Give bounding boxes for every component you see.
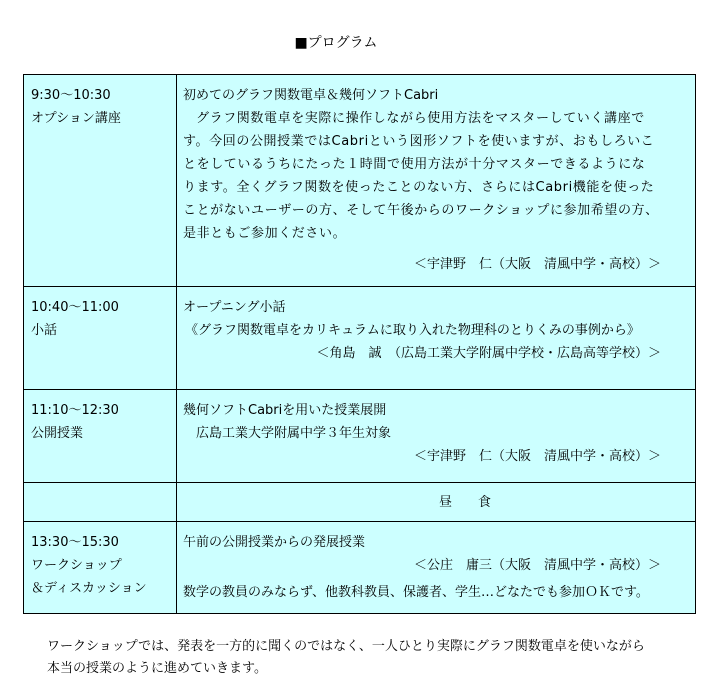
session-sub: 広島工業大学附属中学３年生対象 (196, 426, 392, 441)
session-speaker: ＜宇津野 仁（大阪 清風中学・高校）＞ (413, 449, 661, 464)
session-note: 数学の教員のみならず、他教科教員、保護者、学生…どなたでも参加ＯＫです。 (183, 585, 649, 600)
table-row (24, 75, 696, 287)
session-label: ＆ディスカッション (31, 581, 147, 596)
session-speaker: ＜角島 誠 （広島工業大学附属中学校・広島高等学校）＞ (316, 346, 661, 361)
footer-line: 本当の授業のように進めていきます。 (47, 661, 267, 676)
session-label: オプション講座 (31, 111, 121, 126)
page-title: ■プログラム (294, 35, 378, 51)
program-table (23, 74, 696, 614)
table-row (24, 483, 696, 522)
session-body-line: ります。全くグラフ関数を使ったことのない方、さらにはCabri機能を使った (183, 180, 655, 195)
session-time: 10:40～11:00 (31, 300, 119, 315)
footer-line: ワークショップでは、発表を一方的に聞くのではなく、一人ひとり実際にグラフ関数電卓を使いながら (47, 639, 645, 654)
session-body-line: す。今回の公開授業ではCabriという図形ソフトを使いますが、おもしろいこ (183, 134, 655, 149)
footer-text (47, 636, 697, 680)
session-speaker: ＜宇津野 仁（大阪 清風中学・高校）＞ (413, 257, 661, 272)
time-cell (24, 287, 177, 390)
session-speaker: ＜公庄 庸三（大阪 清風中学・高校）＞ (413, 558, 661, 573)
time-cell (24, 75, 177, 287)
session-label: ワークショップ (31, 558, 122, 573)
table-row (24, 287, 696, 390)
session-body-line: とをしているうちにたった１時間で使用方法が十分マスターできるようにな (183, 157, 646, 172)
session-heading: オープニング小話 (183, 300, 286, 315)
time-cell (24, 483, 177, 522)
table-row (24, 390, 696, 483)
content-cell (177, 522, 696, 614)
session-body-line: グラフ関数電卓を実際に操作しながら使用方法をマスターしていく講座で (196, 111, 645, 126)
table-row (24, 522, 696, 614)
session-time: 11:10～12:30 (31, 403, 119, 418)
session-heading: 午前の公開授業からの発展授業 (183, 535, 366, 550)
session-heading: 幾何ソフトCabriを用いた授業展開 (183, 403, 387, 418)
session-label: 小話 (31, 323, 58, 338)
time-cell (24, 390, 177, 483)
session-heading: 初めてのグラフ関数電卓＆幾何ソフトCabri (183, 88, 439, 103)
time-cell (24, 522, 177, 614)
session-label: 公開授業 (31, 426, 84, 441)
content-cell (177, 390, 696, 483)
session-body-line: 是非ともご参加ください。 (183, 226, 347, 241)
session-time: 13:30～15:30 (31, 535, 119, 550)
content-cell (177, 483, 696, 522)
session-subtitle: 《グラフ関数電卓をカリキュラムに取り入れた物理科のとりくみの事例から》 (185, 323, 640, 338)
session-body-line: ことがないユーザーの方、そして午後からのワークショップに参加希望の方、 (183, 203, 659, 218)
content-cell (177, 75, 696, 287)
content-cell (177, 287, 696, 390)
lunch-label: 昼 食 (438, 495, 491, 510)
session-time: 9:30～10:30 (31, 88, 111, 103)
